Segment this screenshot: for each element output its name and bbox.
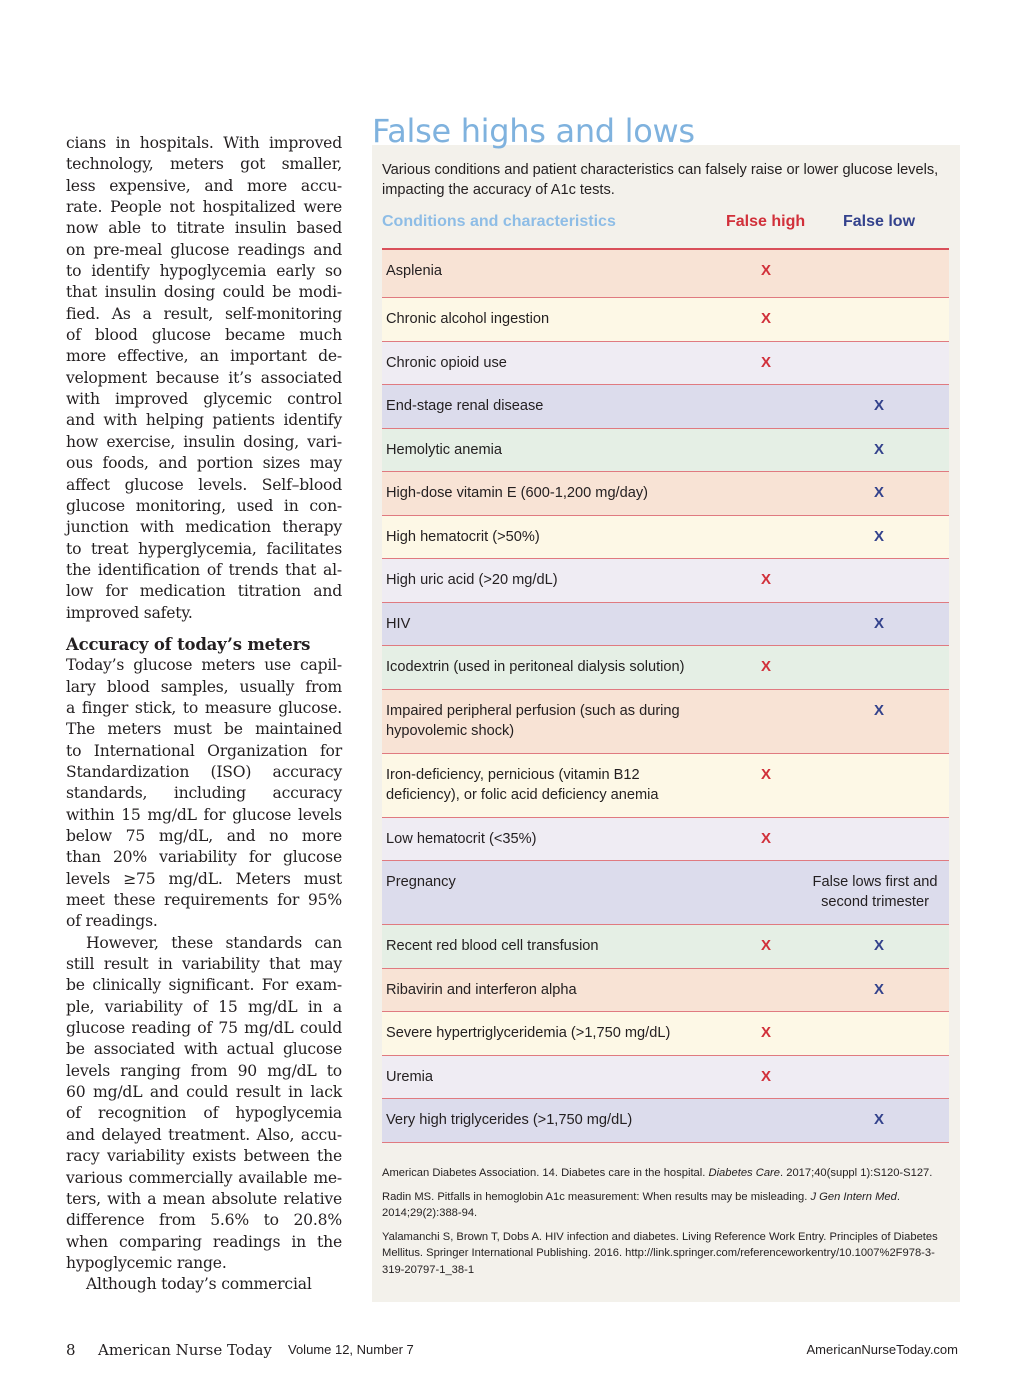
body-text-line: Although today’s commercial	[86, 1275, 312, 1294]
false-low-mark: X	[874, 1111, 885, 1128]
table-row	[382, 861, 949, 925]
reference-journal: J Gen Intern Med	[810, 1190, 897, 1203]
table-row	[382, 516, 949, 560]
body-text-line: technology, meters got smaller,	[66, 155, 342, 174]
condition-label: Asplenia	[386, 263, 442, 279]
condition-label: Ribavirin and interferon alpha	[386, 981, 577, 998]
section-heading: Accuracy of today’s meters	[66, 634, 311, 654]
false-low-mark: X	[874, 980, 885, 998]
condition-label: Icodextrin (used in peritoneal dialysis solution)	[386, 659, 685, 675]
condition-label: Hemolytic anemia	[386, 441, 502, 458]
false-low-mark: X	[874, 701, 885, 719]
references	[382, 1165, 948, 1285]
reference-item	[382, 1229, 948, 1279]
body-text-line: still result in variability that may	[66, 955, 342, 974]
table-row	[382, 818, 949, 862]
false-low-mark: X	[874, 527, 885, 545]
false-low-mark: X	[874, 440, 885, 458]
body-text-line: than 20% variability for glucose	[66, 848, 342, 867]
false-high-mark: X	[761, 829, 772, 847]
condition-label: Pregnancy	[386, 874, 456, 890]
body-text-line: within 15 mg/dL for glucose levels	[66, 805, 342, 824]
page-number: 8	[66, 1341, 76, 1359]
website-link[interactable]: AmericanNurseToday.com	[806, 1342, 958, 1357]
body-text-line: glucose reading of 75 mg/dL could	[66, 1019, 342, 1038]
condition-label: HIV	[386, 615, 411, 632]
body-text-line: levels ranging from 90 mg/dL to	[66, 1061, 342, 1080]
body-text-line: below 75 mg/dL, and no more	[66, 827, 342, 845]
false-high-mark: X	[761, 262, 772, 279]
table-row	[382, 603, 949, 647]
conditions-table	[382, 248, 949, 1143]
body-text-line: Today’s glucose meters use capil-	[66, 656, 342, 675]
body-text-line: low for medication titration and	[66, 582, 342, 601]
condition-label: High-dose vitamin E (600-1,200 mg/day)	[386, 485, 649, 501]
table-row	[382, 646, 949, 690]
condition-label: Uremia	[386, 1068, 434, 1085]
condition-label: Chronic opioid use	[386, 354, 507, 371]
body-text-line: ters, with a mean absolute relative	[66, 1189, 342, 1208]
condition-label: High uric acid (>20 mg/dL)	[386, 572, 558, 588]
body-text-line: the identification of trends that al-	[66, 560, 342, 579]
body-text-line: of recognition of hypoglycemia	[66, 1104, 342, 1123]
body-text-line: and with helping patients identify	[66, 411, 342, 430]
table-row	[382, 342, 949, 386]
body-text-line: velopment because it’s associated	[66, 368, 342, 387]
condition-label: Iron-deficiency, pernicious (vitamin B12 deficiency), or folic acid deficiency anemia	[386, 766, 659, 803]
false-low-mark: X	[874, 614, 885, 632]
body-text-line: various commercially available me-	[66, 1168, 342, 1187]
condition-label: Severe hypertriglyceridemia (>1,750 mg/dL)	[386, 1025, 671, 1041]
condition-label: Impaired peripheral perfusion (such as during hypovolemic shock)	[386, 702, 680, 739]
reference-citation: . 2017;40(suppl 1):S120-S127.	[780, 1167, 933, 1179]
table-row	[382, 1099, 949, 1143]
body-text-line: levels ≥75 mg/dL. Meters must	[66, 869, 342, 888]
table-row	[382, 925, 949, 969]
table-row	[382, 1056, 949, 1100]
body-text-line: glucose monitoring, used in con-	[66, 496, 342, 515]
reference-journal: Diabetes Care	[708, 1167, 780, 1179]
body-text-line: 60 mg/dL and could result in lack	[66, 1083, 342, 1102]
false-low-mark: X	[874, 397, 885, 414]
false-high-mark: X	[761, 353, 772, 371]
body-text-line: of readings.	[66, 912, 158, 931]
body-text-line: when comparing readings in the	[66, 1232, 342, 1251]
body-text-line: meet these requirements for 95%	[66, 891, 342, 910]
table-row	[382, 969, 949, 1013]
body-text-line: rate. People not hospitalized were	[66, 198, 342, 217]
body-text-line: ous foods, and portion sizes may	[66, 454, 342, 473]
body-text-line: affect glucose levels. Self–blood	[66, 475, 342, 494]
body-text-line: Standardization (ISO) accuracy	[66, 762, 342, 781]
column-header-false-low: False low	[843, 213, 916, 230]
body-text-line: less expensive, and more accu-	[66, 176, 342, 195]
body-text-line: standards, including accuracy	[66, 784, 342, 803]
body-text-line: However, these standards can	[86, 933, 342, 952]
body-text-line: hypoglycemic range.	[66, 1253, 227, 1272]
false-high-mark: X	[761, 765, 772, 783]
body-text-line: lary blood samples, usually from	[66, 677, 342, 696]
body-text-line: be associated with actual glucose	[66, 1040, 342, 1059]
table-row	[382, 472, 949, 516]
issue-info: Volume 12, Number 7	[288, 1342, 414, 1357]
false-high-mark: X	[761, 937, 772, 954]
body-text-line: junction with medication therapy	[66, 518, 342, 537]
reference-item	[382, 1165, 948, 1182]
condition-label: End-stage renal disease	[386, 398, 544, 414]
body-text-line: more effective, an important de-	[66, 347, 342, 366]
reference-text: Radin MS. Pitfalls in hemoglobin A1c measurement: When results may be misleading.	[382, 1190, 811, 1203]
condition-label: Low hematocrit (<35%)	[386, 830, 537, 847]
body-text-line: to International Organization for	[66, 741, 342, 760]
body-text-line: now able to titrate insulin based	[66, 219, 342, 238]
table-row	[382, 429, 949, 473]
body-text-line: The meters must be maintained	[66, 720, 342, 739]
body-text-line: difference from 5.6% to 20.8%	[66, 1211, 342, 1230]
body-text-line: to identify hypoglycemia early so	[66, 262, 342, 281]
false-low-mark: X	[874, 937, 885, 954]
sidebar-title: False highs and lows	[372, 112, 695, 150]
table-row	[382, 385, 949, 429]
body-text-line: on pre-meal glucose readings and	[66, 240, 342, 259]
table-row	[382, 690, 949, 754]
false-high-mark: X	[761, 1024, 772, 1041]
body-text-line: how exercise, insulin dosing, vari-	[66, 432, 342, 451]
table-row	[382, 754, 949, 818]
false-high-mark: X	[761, 571, 772, 588]
sidebar-intro: Various conditions and patient characteristics can falsely raise or lower glucose levels, impacting the accuracy of A1c tests.	[382, 162, 939, 198]
body-text-line: and delayed treatment. Also, accu-	[66, 1125, 342, 1144]
body-text-line: a finger stick, to measure glucose.	[66, 698, 342, 717]
column-header-condition: Conditions and characteristics	[382, 213, 616, 230]
body-text-line: improved safety.	[66, 603, 193, 622]
reference-text: Yalamanchi S, Brown T, Dobs A. HIV infection and diabetes. Living Reference Work Entry. Principles of Diabetes Mellitus. Springer International Publishing. 2016. http://link.springer.com/referenceworkentry/10.1007%2F978-3-319-20797-1_38-1	[382, 1230, 938, 1276]
column-header-false-high: False high	[726, 213, 806, 230]
reference-citation: . 2014;29(2):388-94.	[382, 1190, 900, 1219]
body-text-line: fied. As a result, self-monitoring	[66, 304, 342, 323]
condition-label: Chronic alcohol ingestion	[386, 311, 550, 327]
false-low-mark: X	[874, 484, 885, 501]
table-row	[382, 298, 949, 342]
body-text-line: to treat hyperglycemia, facilitates	[66, 539, 342, 558]
false-high-mark: X	[761, 1067, 772, 1085]
table-row	[382, 1012, 949, 1056]
table-row	[382, 559, 949, 603]
condition-label: Recent red blood cell transfusion	[386, 938, 599, 954]
table-row	[382, 250, 949, 298]
body-text-line: of blood glucose became much	[66, 326, 342, 345]
condition-label: High hematocrit (>50%)	[386, 528, 540, 545]
false-low-note: False lows first and second trimester	[812, 874, 938, 910]
body-text-column	[66, 133, 342, 1296]
false-high-mark: X	[761, 658, 772, 675]
reference-text: American Diabetes Association. 14. Diabetes care in the hospital.	[382, 1167, 709, 1179]
body-text-line: with improved glycemic control	[66, 390, 342, 409]
body-text-line: be clinically significant. For exam-	[66, 976, 342, 995]
reference-item	[382, 1189, 948, 1222]
body-text-line: that insulin dosing could be modi-	[66, 283, 342, 302]
body-text-line: racy variability exists between the	[66, 1147, 342, 1166]
publication-name: American Nurse Today	[98, 1341, 272, 1359]
false-high-mark: X	[761, 310, 772, 327]
body-text-line: ple, variability of 15 mg/dL in a	[66, 997, 342, 1016]
condition-label: Very high triglycerides (>1,750 mg/dL)	[386, 1112, 633, 1128]
body-text-line: cians in hospitals. With improved	[66, 134, 342, 152]
